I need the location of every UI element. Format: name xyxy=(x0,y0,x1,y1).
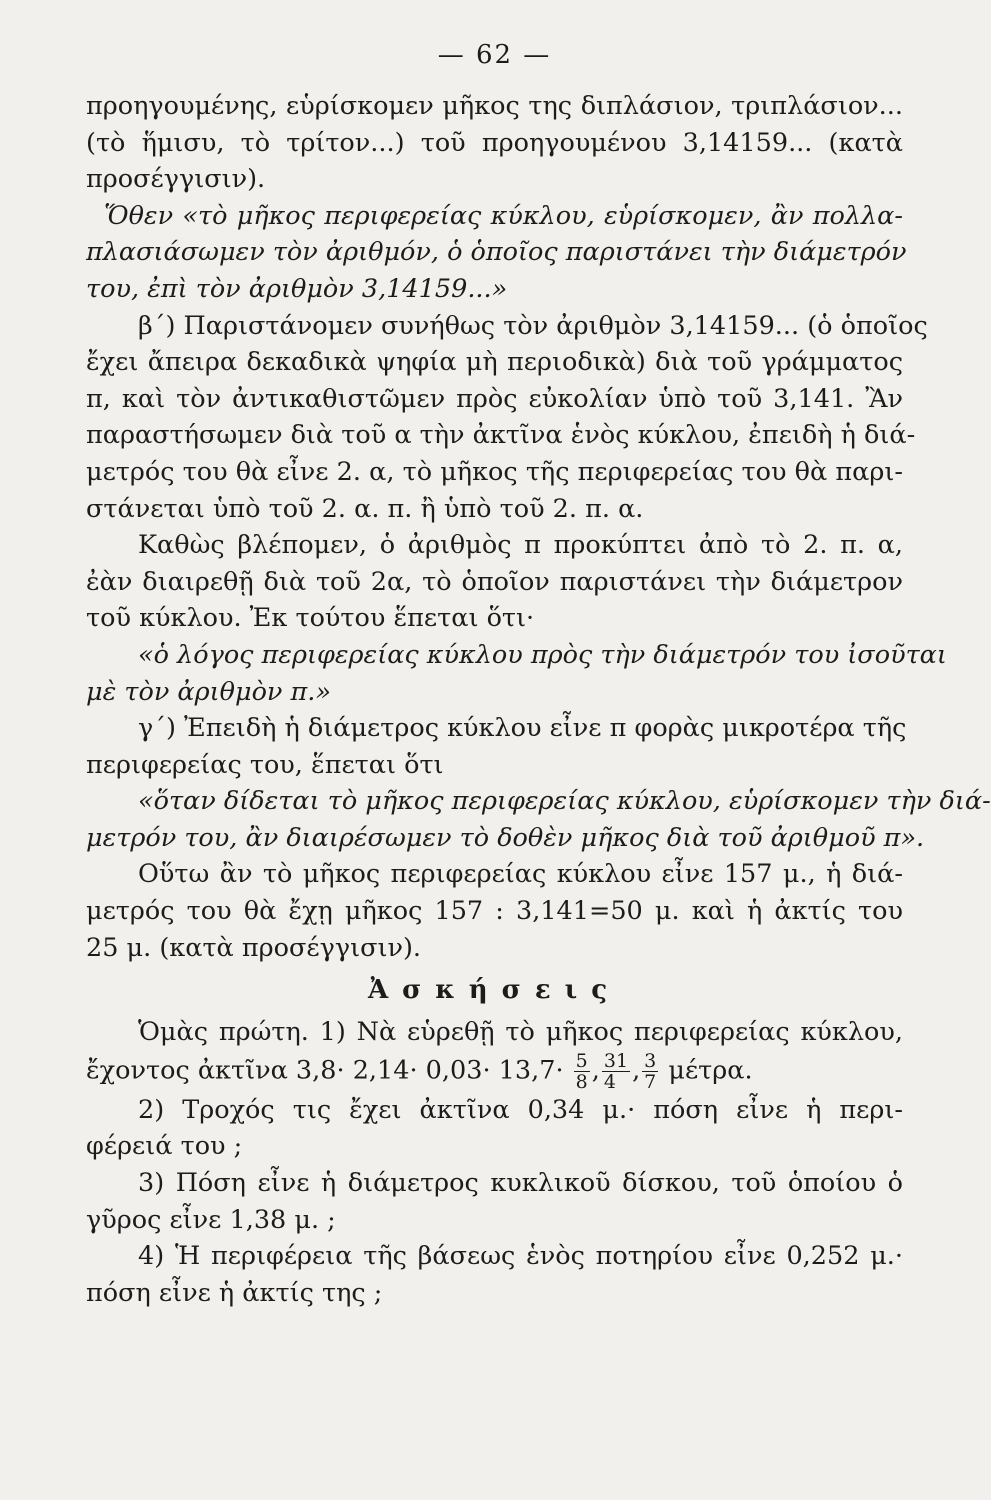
text-line: 25 μ. (κατὰ προσέγγισιν). xyxy=(86,932,422,963)
quoted-rule-line: Ὅθεν «τὸ μῆκος περιφερείας κύκλου, εὑρίσκομεν, ἂν πολλα- xyxy=(104,200,903,231)
text-line: στάνεται ὑπὸ τοῦ 2. α. π. ἢ ὑπὸ τοῦ 2. π. α. xyxy=(86,493,644,524)
text-line: τοῦ κύκλου. Ἐκ τούτου ἕπεται ὅτι· xyxy=(86,603,535,634)
exercises-heading: Ἀσκήσεις xyxy=(367,975,622,1006)
quoted-rule-line: πλασιάσωμεν τὸν ἀριθμόν, ὁ ὁποῖος παριστάνει τὴν διάμετρόν xyxy=(86,237,907,268)
text-line: π, καὶ τὸν ἀντικαθιστῶμεν πρὸς εὐκολίαν ὑπὸ τοῦ 3,141. Ἂν xyxy=(86,383,903,414)
exercise-1-line: Ὁμὰς πρώτη. 1) Νὰ εὑρεθῇ τὸ μῆκος περιφερείας κύκλου, xyxy=(138,1017,903,1048)
quoted-rule-line: μὲ τὸν ἀριθμὸν π.» xyxy=(86,676,331,707)
exercise-3-line: γῦρος εἶνε 1,38 μ. ; xyxy=(86,1204,336,1235)
fraction xyxy=(574,1051,590,1092)
fraction xyxy=(602,1051,630,1092)
text-line: β΄) Παριστάνομεν συνήθως τὸν ἀριθμὸν 3,14159... (ὁ ὁποῖος xyxy=(138,310,928,341)
text-line: μετρός του θὰ ἔχῃ μῆκος 157 : 3,141=50 μ. καὶ ἡ ἀκτίς του xyxy=(86,896,903,927)
exercise-2-line: φέρειά του ; xyxy=(86,1131,243,1162)
fraction xyxy=(642,1051,658,1092)
text-line: παραστήσωμεν διὰ τοῦ α τὴν ἀκτῖνα ἑνὸς κύκλου, ἐπειδὴ ἡ διά- xyxy=(86,420,916,451)
quoted-rule-line: «ὅταν δίδεται τὸ μῆκος περιφερείας κύκλου, εὑρίσκομεν τὴν διά- xyxy=(138,786,991,817)
text-line: ἐὰν διαιρεθῇ διὰ τοῦ 2α, τὸ ὁποῖον παριστάνει τὴν διάμετρον xyxy=(86,566,903,597)
text-line: προηγουμένης, εὑρίσκομεν μῆκος της διπλάσιον, τριπλάσιον... xyxy=(86,91,903,121)
exercise-1-line: ἔχοντος ἀκτῖνα 3,8· 2,14· 0,03· 13,7· $\frac{5}{8}$ , $\frac{31}{4}$ , $\frac{3}{7}$ μέτρα. xyxy=(86,1049,753,1093)
text-line: μετρός του θὰ εἶνε 2. α, τὸ μῆκος τῆς περιφερείας του θὰ παρι- xyxy=(86,456,903,487)
fraction-denominator: 8 xyxy=(575,1070,588,1093)
exercise-4-line: 4) Ἡ περιφέρεια τῆς βάσεως ἑνὸς ποτηρίου εἶνε 0,252 μ.· xyxy=(138,1241,903,1272)
text-line: περιφερείας του, ἕπεται ὅτι xyxy=(86,749,444,780)
quoted-rule-line: του, ἐπὶ τὸν ἀριθμὸν 3,14159...» xyxy=(86,273,508,304)
unit-label: μέτρα. xyxy=(668,1055,753,1086)
exercise-4-line: πόση εἶνε ἡ ἀκτίς της ; xyxy=(86,1277,383,1308)
text-line: γ΄) Ἐπειδὴ ἡ διάμετρος κύκλου εἶνε π φορὰς μικροτέρα τῆς xyxy=(138,713,907,744)
fraction-denominator: 7 xyxy=(644,1070,657,1093)
text-line: Καθὼς βλέπομεν, ὁ ἀριθμὸς π προκύπτει ἀπὸ τὸ 2. π. α, xyxy=(138,530,903,561)
page-number: — 62 — xyxy=(437,40,552,70)
quoted-rule-line: μετρόν του, ἂν διαιρέσωμεν τὸ δοθὲν μῆκος διὰ τοῦ ἀριθμοῦ π». xyxy=(86,822,925,853)
text-line: ἔχει ἄπειρα δεκαδικὰ ψηφία μὴ περιοδικὰ) διὰ τοῦ γράμματος xyxy=(86,347,903,378)
exercise-1-values: ἔχοντος ἀκτῖνα 3,8· 2,14· 0,03· 13,7· xyxy=(86,1055,564,1086)
text-line: Οὕτω ἂν τὸ μῆκος περιφερείας κύκλου εἶνε 157 μ., ἡ διά- xyxy=(138,859,903,890)
quoted-rule-line: «ὁ λόγος περιφερείας κύκλου πρὸς τὴν διάμετρόν του ἰσοῦται xyxy=(138,639,947,670)
fraction-numerator: 31 xyxy=(603,1049,629,1072)
fraction-numerator: 5 xyxy=(575,1049,588,1072)
fraction-numerator: 3 xyxy=(644,1049,657,1072)
text-line: προσέγγισιν). xyxy=(86,164,266,195)
fraction-denominator: 4 xyxy=(603,1070,616,1093)
text-line: (τὸ ἥμισυ, τὸ τρίτον...) τοῦ προηγουμένου 3,14159... (κατὰ xyxy=(86,127,903,158)
exercise-2-line: 2) Τροχός τις ἔχει ἀκτῖνα 0,34 μ.· πόση εἶνε ἡ περι- xyxy=(138,1094,903,1125)
exercise-3-line: 3) Πόση εἶνε ἡ διάμετρος κυκλικοῦ δίσκου, τοῦ ὁποίου ὁ xyxy=(138,1168,903,1199)
